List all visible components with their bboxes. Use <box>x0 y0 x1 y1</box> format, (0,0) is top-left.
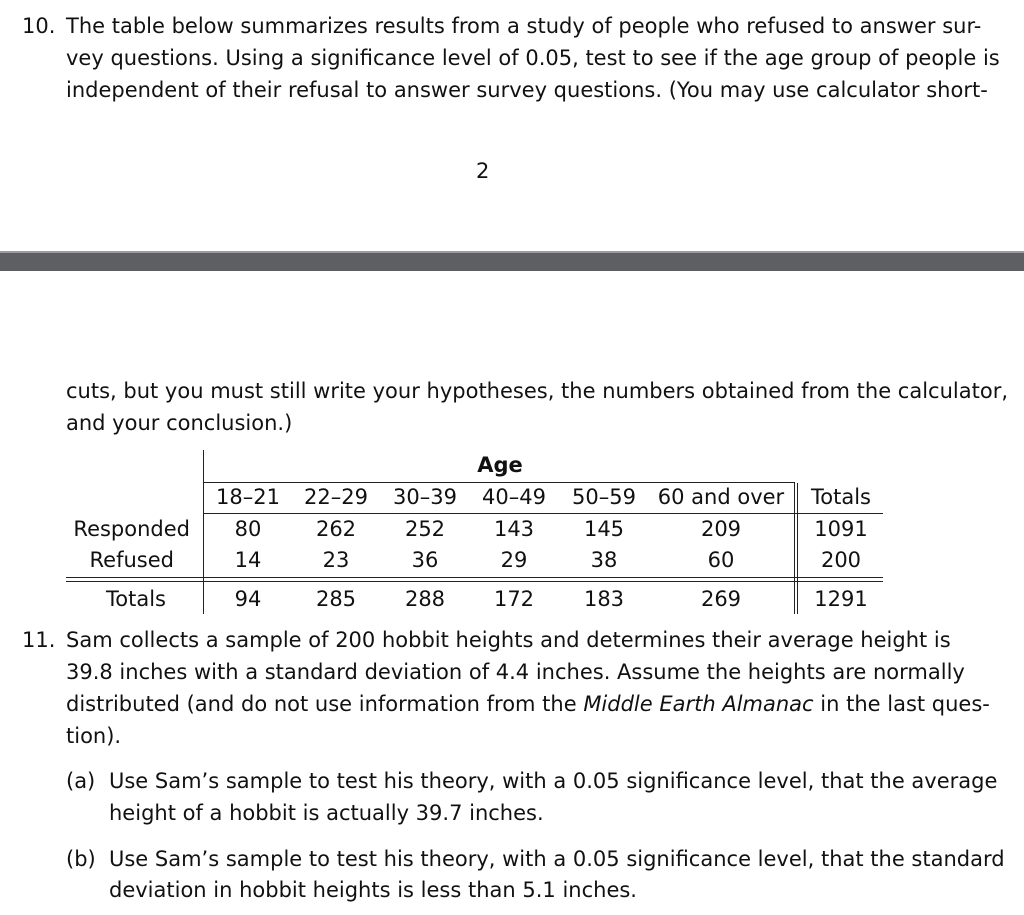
table-cell: 38 <box>590 548 618 572</box>
part-marker: (a) <box>66 769 96 793</box>
almanac-title: Middle Earth Almanac <box>583 692 814 716</box>
table-cell: 269 <box>700 587 742 611</box>
column-header: 50–59 <box>572 485 636 509</box>
question-text-line: The table below summarizes results from a study of people who refused to answer sur- <box>66 14 982 38</box>
table-total-cell: 1291 <box>814 587 868 611</box>
part-text-line: deviation in hobbit heights is less than 5.1 inches. <box>109 878 637 902</box>
table-total-cell: 1091 <box>814 517 868 541</box>
question-number: 10. <box>22 14 56 38</box>
question-number: 11. <box>22 628 56 652</box>
part-text-line: height of a hobbit is actually 39.7 inches. <box>109 801 544 825</box>
question-text-line: independent of their refusal to answer survey questions. (You may use calculator short- <box>66 78 988 102</box>
table-rule-totals-top <box>66 577 883 578</box>
age-group-header: Age <box>477 453 523 477</box>
page-number: 2 <box>476 159 490 183</box>
table-cell: 209 <box>700 517 742 541</box>
table-cell: 252 <box>404 517 446 541</box>
table-cell: 80 <box>234 517 262 541</box>
question-text-line: and your conclusion.) <box>66 411 293 435</box>
table-cell: 172 <box>493 587 535 611</box>
table-rule-totals-1 <box>794 483 795 614</box>
page-break <box>0 253 1024 271</box>
question-text-line: cuts, but you must still write your hypotheses, the numbers obtained from the calculator, <box>66 379 1009 403</box>
column-header: 22–29 <box>304 485 368 509</box>
row-label: Totals <box>106 587 166 611</box>
table-cell: 285 <box>315 587 357 611</box>
column-header: 40–49 <box>482 485 546 509</box>
column-header: 30–39 <box>393 485 457 509</box>
table-rule-left <box>203 450 204 614</box>
question-text-line: Sam collects a sample of 200 hobbit heights and determines their average height is <box>66 628 951 652</box>
table-cell: 288 <box>404 587 446 611</box>
text-span: distributed (and do not use information from the <box>66 692 584 716</box>
part-text-line: Use Sam’s sample to test his theory, with a 0.05 significance level, that the standard <box>109 847 1005 871</box>
column-header: 60 and over <box>657 485 785 509</box>
question-text-line: 39.8 inches with a standard deviation of 4.4 inches. Assume the heights are normally <box>66 660 965 684</box>
table-cell: 183 <box>583 587 625 611</box>
column-header: 18–21 <box>216 485 280 509</box>
table-rule-totals-bottom <box>66 581 883 582</box>
table-cell: 14 <box>234 548 262 572</box>
table-total-cell: 200 <box>820 548 862 572</box>
table-rule-header <box>203 513 883 514</box>
text-span: in the last ques- <box>813 692 990 716</box>
part-marker: (b) <box>66 847 96 871</box>
table-cell: 145 <box>583 517 625 541</box>
table-cell: 94 <box>234 587 262 611</box>
question-text-line: tion). <box>66 724 122 748</box>
table-cell: 143 <box>493 517 535 541</box>
part-text-line: Use Sam’s sample to test his theory, with a 0.05 significance level, that the average <box>109 769 998 793</box>
totals-header: Totals <box>811 485 871 509</box>
question-text-line <box>66 691 990 717</box>
row-label: Refused <box>89 548 174 572</box>
table-rule-totals-2 <box>797 483 798 614</box>
question-text-line: vey questions. Using a significance level of 0.05, test to see if the age group of people is <box>66 46 1000 70</box>
row-label: Responded <box>73 517 190 541</box>
table-cell: 36 <box>411 548 439 572</box>
table-cell: 60 <box>707 548 735 572</box>
table-cell: 262 <box>315 517 357 541</box>
table-cell: 29 <box>500 548 528 572</box>
table-cell: 23 <box>322 548 350 572</box>
table-rule-age-group <box>203 482 795 483</box>
